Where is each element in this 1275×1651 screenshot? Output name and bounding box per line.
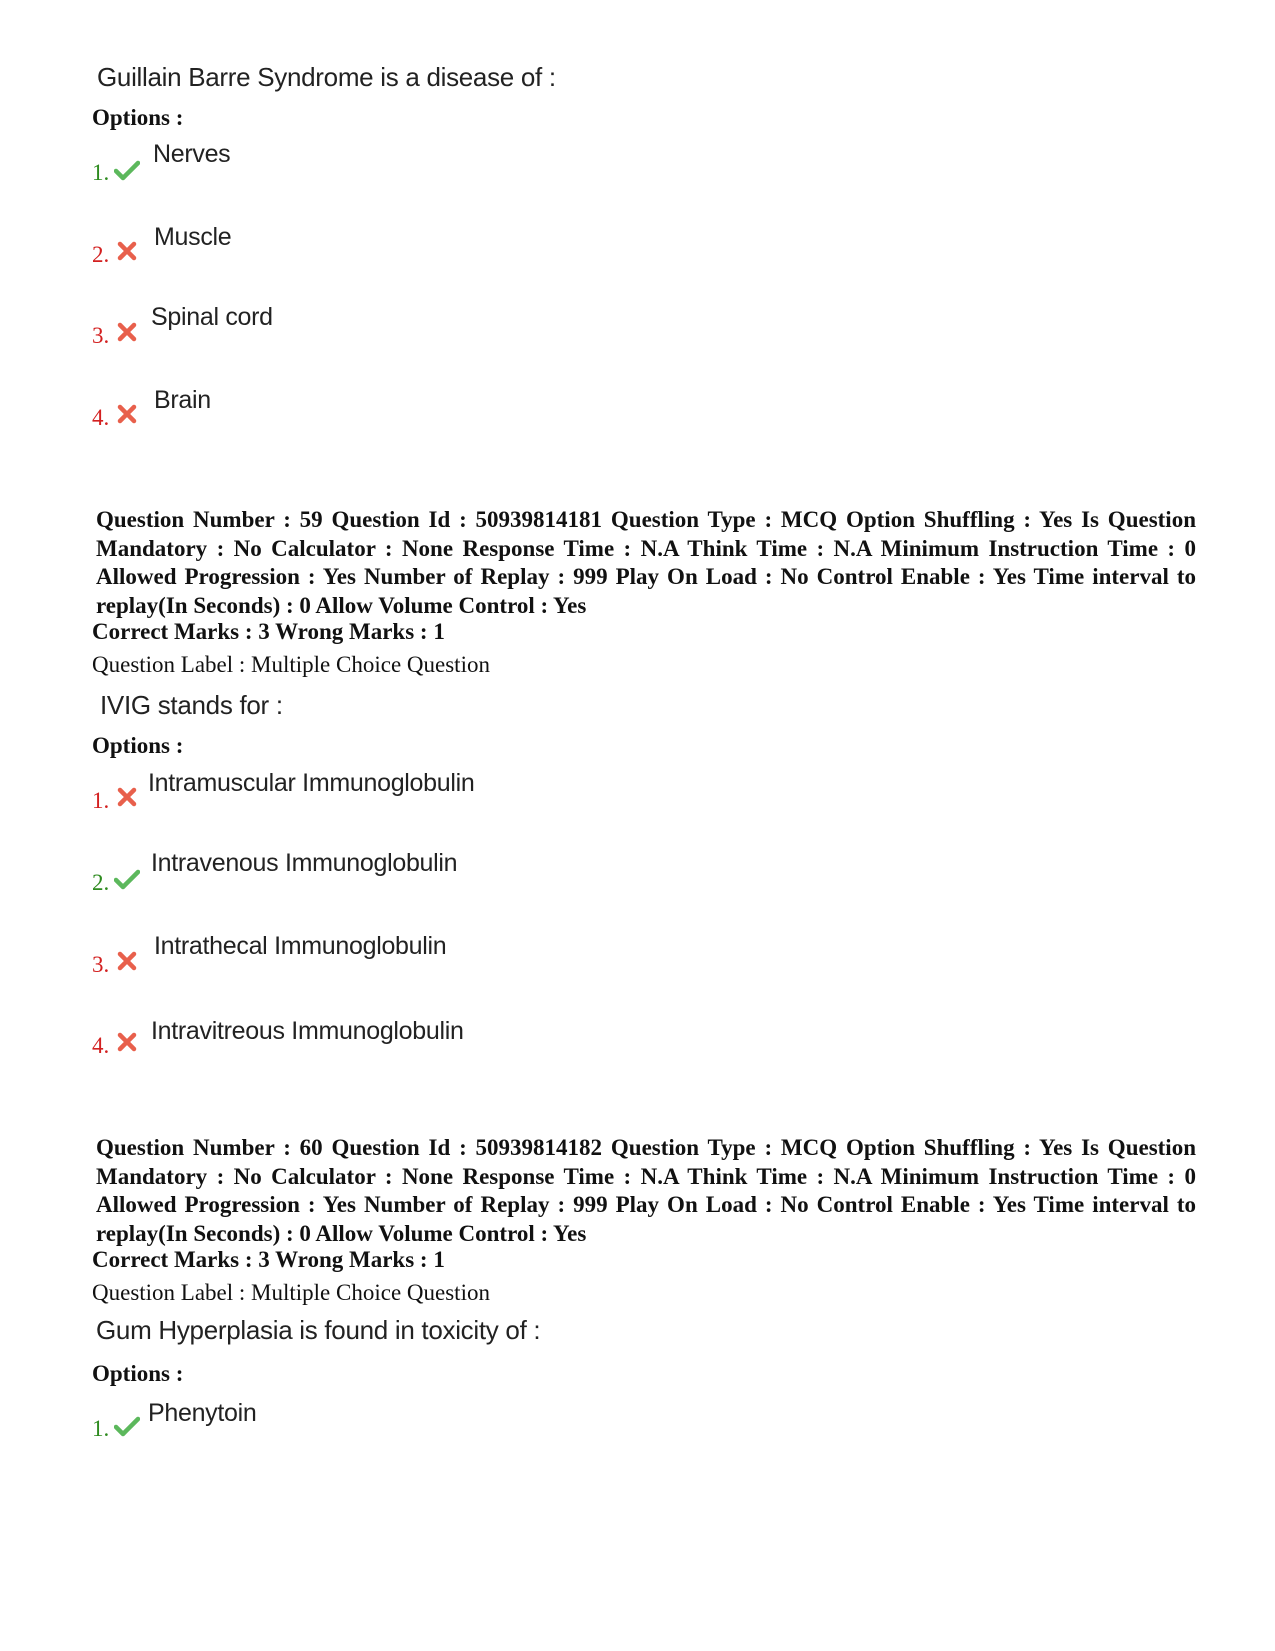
question-text: IVIG stands for :: [100, 690, 283, 720]
option-number: 4.: [92, 405, 110, 430]
option-text: Nerves: [153, 140, 231, 168]
check-icon: [114, 1415, 140, 1437]
option-text: Spinal cord: [151, 303, 273, 331]
option-number: 3.: [92, 952, 110, 977]
option-number: 3.: [92, 323, 110, 348]
check-icon: [114, 868, 140, 890]
options-label: Options :: [92, 105, 184, 130]
question-metadata: Question Number : 60 Question Id : 50939814182 Question Type : MCQ Option Shuffling : Yes Is Question Mandatory : No Calculator : None Response Time : N.A Think Time : N.A Minimum Instruction Time : 0 Allowed Progression : Yes Number of Replay : 999 Play On Load : No Control Enable : Yes Time interval to replay(In Seconds) : 0 Allow Volume Control : Yes: [96, 1135, 1196, 1246]
option-number: 1.: [92, 788, 110, 813]
question-label: Question Label : Multiple Choice Question: [92, 1280, 490, 1305]
cross-icon: [114, 403, 140, 425]
question-marks: Correct Marks : 3 Wrong Marks : 1: [92, 619, 445, 644]
cross-icon: [114, 321, 140, 343]
options-label: Options :: [92, 733, 184, 758]
option-text: Intravenous Immunoglobulin: [151, 849, 458, 877]
cross-icon: [114, 950, 140, 972]
question-text: Gum Hyperplasia is found in toxicity of :: [96, 1315, 541, 1345]
option-number: 2.: [92, 242, 110, 267]
option-number: 1.: [92, 1416, 110, 1441]
cross-icon: [114, 1031, 140, 1053]
question-metadata: Question Number : 59 Question Id : 50939814181 Question Type : MCQ Option Shuffling : Yes Is Question Mandatory : No Calculator : None Response Time : N.A Think Time : N.A Minimum Instruction Time : 0 Allowed Progression : Yes Number of Replay : 999 Play On Load : No Control Enable : Yes Time interval to replay(In Seconds) : 0 Allow Volume Control : Yes: [96, 507, 1196, 618]
question-label: Question Label : Multiple Choice Question: [92, 652, 490, 677]
cross-icon: [114, 786, 140, 808]
option-number: 2.: [92, 870, 110, 895]
cross-icon: [114, 240, 140, 262]
option-text: Brain: [154, 386, 211, 414]
option-text: Muscle: [154, 223, 232, 251]
question-text: Guillain Barre Syndrome is a disease of :: [97, 62, 556, 92]
options-label: Options :: [92, 1361, 184, 1386]
option-text: Intrathecal Immunoglobulin: [154, 932, 447, 960]
question-marks: Correct Marks : 3 Wrong Marks : 1: [92, 1247, 445, 1272]
option-text: Intravitreous Immunoglobulin: [151, 1017, 464, 1045]
option-text: Intramuscular Immunoglobulin: [148, 769, 475, 797]
check-icon: [114, 159, 140, 181]
option-number: 1.: [92, 160, 110, 185]
option-number: 4.: [92, 1033, 110, 1058]
option-text: Phenytoin: [148, 1399, 257, 1427]
